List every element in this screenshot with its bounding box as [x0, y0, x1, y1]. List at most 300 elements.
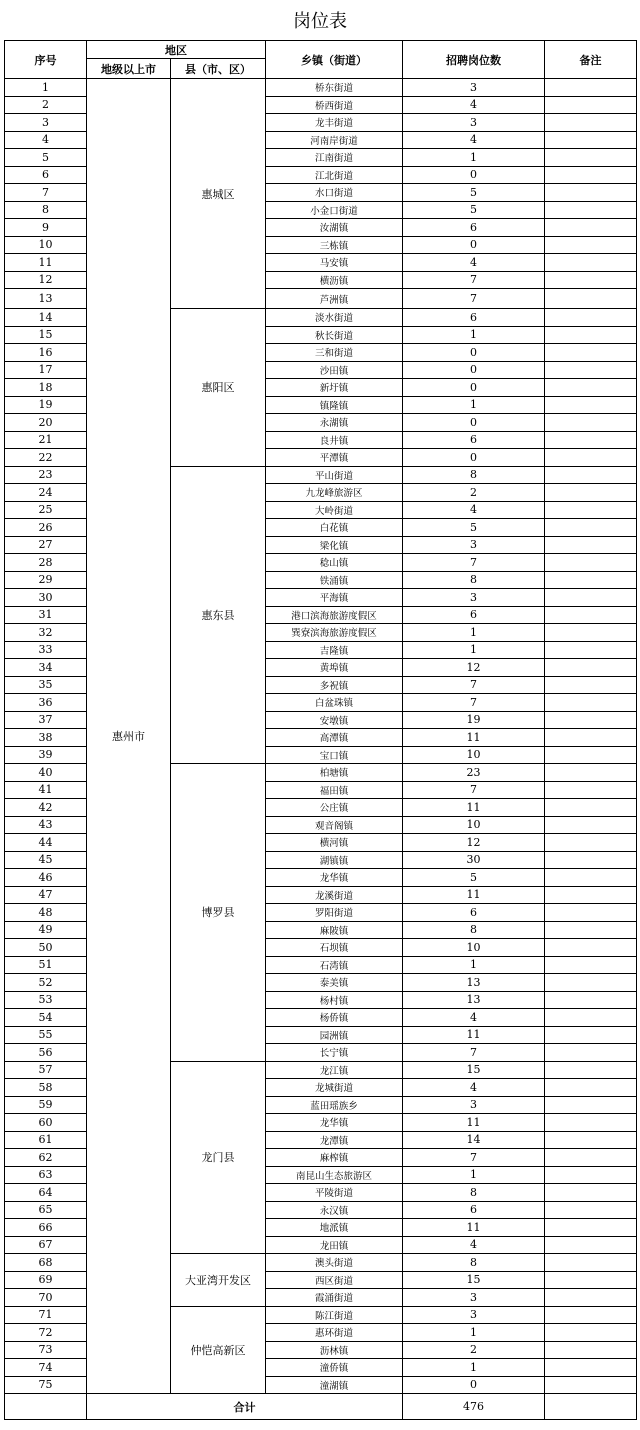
row-posts: 1	[403, 326, 545, 344]
row-seq: 19	[5, 396, 87, 414]
row-town: 大岭街道	[266, 501, 403, 519]
row-town: 沥林镇	[266, 1341, 403, 1359]
row-notes	[545, 1044, 637, 1062]
row-posts: 0	[403, 449, 545, 467]
row-seq: 50	[5, 939, 87, 957]
row-town: 良井镇	[266, 431, 403, 449]
row-seq: 24	[5, 484, 87, 502]
row-town: 镇隆镇	[266, 396, 403, 414]
row-town: 多祝镇	[266, 676, 403, 694]
row-town: 吉隆镇	[266, 641, 403, 659]
row-town: 龙溪街道	[266, 886, 403, 904]
row-town: 龙城街道	[266, 1079, 403, 1097]
county-cell: 惠东县	[171, 466, 266, 764]
row-seq: 34	[5, 659, 87, 677]
row-notes	[545, 1149, 637, 1167]
row-notes	[545, 96, 637, 114]
row-seq: 62	[5, 1149, 87, 1167]
row-seq: 27	[5, 536, 87, 554]
row-posts: 5	[403, 184, 545, 202]
row-town: 高潭镇	[266, 729, 403, 747]
row-posts: 0	[403, 344, 545, 362]
row-notes	[545, 589, 637, 607]
row-town: 桥西街道	[266, 96, 403, 114]
row-posts: 7	[403, 1044, 545, 1062]
row-notes	[545, 1096, 637, 1114]
row-town: 梁化镇	[266, 536, 403, 554]
row-notes	[545, 694, 637, 712]
row-notes	[545, 396, 637, 414]
row-posts: 8	[403, 1254, 545, 1272]
row-town: 石湾镇	[266, 956, 403, 974]
row-town: 秋长街道	[266, 326, 403, 344]
row-notes	[545, 851, 637, 869]
row-town: 汝湖镇	[266, 219, 403, 237]
row-posts: 8	[403, 571, 545, 589]
row-posts: 0	[403, 361, 545, 379]
row-seq: 8	[5, 201, 87, 219]
row-posts: 10	[403, 816, 545, 834]
row-notes	[545, 1376, 637, 1394]
row-seq: 28	[5, 554, 87, 572]
row-seq: 21	[5, 431, 87, 449]
row-seq: 1	[5, 79, 87, 97]
row-seq: 17	[5, 361, 87, 379]
header-posts: 招聘岗位数	[403, 41, 545, 79]
row-seq: 69	[5, 1271, 87, 1289]
row-notes	[545, 974, 637, 992]
row-notes	[545, 149, 637, 167]
row-notes	[545, 816, 637, 834]
row-posts: 15	[403, 1061, 545, 1079]
row-seq: 23	[5, 466, 87, 484]
row-posts: 6	[403, 1201, 545, 1219]
row-notes	[545, 1079, 637, 1097]
row-town: 平海镇	[266, 589, 403, 607]
row-notes	[545, 254, 637, 272]
row-notes	[545, 1009, 637, 1027]
row-town: 南昆山生态旅游区	[266, 1166, 403, 1184]
row-seq: 73	[5, 1341, 87, 1359]
row-seq: 55	[5, 1026, 87, 1044]
row-notes	[545, 764, 637, 782]
row-seq: 3	[5, 114, 87, 132]
row-seq: 18	[5, 379, 87, 397]
row-seq: 68	[5, 1254, 87, 1272]
row-notes	[545, 659, 637, 677]
row-seq: 61	[5, 1131, 87, 1149]
row-town: 平山街道	[266, 466, 403, 484]
row-town: 黄埠镇	[266, 659, 403, 677]
row-posts: 6	[403, 309, 545, 327]
row-posts: 11	[403, 886, 545, 904]
row-posts: 4	[403, 501, 545, 519]
row-notes	[545, 571, 637, 589]
row-seq: 65	[5, 1201, 87, 1219]
row-town: 蓝田瑶族乡	[266, 1096, 403, 1114]
row-posts: 30	[403, 851, 545, 869]
row-town: 龙江镇	[266, 1061, 403, 1079]
row-notes	[545, 1131, 637, 1149]
county-cell: 惠阳区	[171, 309, 266, 467]
row-seq: 48	[5, 904, 87, 922]
row-notes	[545, 361, 637, 379]
table-row	[5, 79, 637, 97]
row-town: 公庄镇	[266, 799, 403, 817]
row-town: 九龙峰旅游区	[266, 484, 403, 502]
row-town: 横沥镇	[266, 271, 403, 289]
row-town: 沙田镇	[266, 361, 403, 379]
row-posts: 11	[403, 799, 545, 817]
row-town: 杨侨镇	[266, 1009, 403, 1027]
header-seq: 序号	[5, 41, 87, 79]
row-notes	[545, 886, 637, 904]
row-town: 平潭镇	[266, 449, 403, 467]
row-notes	[545, 431, 637, 449]
row-posts: 13	[403, 991, 545, 1009]
row-notes	[545, 799, 637, 817]
row-posts: 6	[403, 904, 545, 922]
row-notes	[545, 1184, 637, 1202]
row-town: 马安镇	[266, 254, 403, 272]
row-seq: 22	[5, 449, 87, 467]
row-town: 新圩镇	[266, 379, 403, 397]
row-seq: 74	[5, 1359, 87, 1377]
header-town: 乡镇（街道）	[266, 41, 403, 79]
county-cell: 惠城区	[171, 79, 266, 309]
row-seq: 25	[5, 501, 87, 519]
row-posts: 5	[403, 201, 545, 219]
row-town: 永湖镇	[266, 414, 403, 432]
header-region: 地区	[87, 41, 266, 59]
row-notes	[545, 991, 637, 1009]
row-posts: 6	[403, 219, 545, 237]
city-cell: 惠州市	[87, 79, 171, 1394]
row-town: 安墩镇	[266, 711, 403, 729]
row-town: 潼侨镇	[266, 1359, 403, 1377]
table-body	[5, 79, 637, 1420]
row-posts: 11	[403, 1026, 545, 1044]
row-posts: 1	[403, 1166, 545, 1184]
total-row	[5, 1394, 637, 1420]
row-posts: 4	[403, 254, 545, 272]
row-posts: 19	[403, 711, 545, 729]
row-posts: 1	[403, 396, 545, 414]
row-notes	[545, 834, 637, 852]
row-posts: 1	[403, 149, 545, 167]
row-town: 罗阳街道	[266, 904, 403, 922]
row-seq: 45	[5, 851, 87, 869]
row-seq: 53	[5, 991, 87, 1009]
row-posts: 8	[403, 921, 545, 939]
row-notes	[545, 939, 637, 957]
row-notes	[545, 79, 637, 97]
row-seq: 39	[5, 746, 87, 764]
row-seq: 44	[5, 834, 87, 852]
row-posts: 3	[403, 589, 545, 607]
row-posts: 7	[403, 781, 545, 799]
row-posts: 0	[403, 379, 545, 397]
row-posts: 11	[403, 1114, 545, 1132]
row-notes	[545, 1061, 637, 1079]
row-notes	[545, 501, 637, 519]
header-county: 县（市、区）	[171, 59, 266, 79]
county-cell: 龙门县	[171, 1061, 266, 1254]
row-posts: 0	[403, 236, 545, 254]
row-notes	[545, 519, 637, 537]
row-town: 福田镇	[266, 781, 403, 799]
county-cell: 仲恺高新区	[171, 1306, 266, 1394]
row-notes	[545, 729, 637, 747]
row-town: 湖镇镇	[266, 851, 403, 869]
row-notes	[545, 1289, 637, 1307]
row-seq: 75	[5, 1376, 87, 1394]
row-seq: 20	[5, 414, 87, 432]
row-notes	[545, 1341, 637, 1359]
row-posts: 2	[403, 484, 545, 502]
row-seq: 30	[5, 589, 87, 607]
row-seq: 49	[5, 921, 87, 939]
row-seq: 60	[5, 1114, 87, 1132]
row-seq: 59	[5, 1096, 87, 1114]
row-notes	[545, 236, 637, 254]
row-town: 龙潭镇	[266, 1131, 403, 1149]
header-notes: 备注	[545, 41, 637, 79]
row-seq: 72	[5, 1324, 87, 1342]
positions-table	[4, 40, 637, 1420]
row-town: 观音阁镇	[266, 816, 403, 834]
row-posts: 7	[403, 676, 545, 694]
row-posts: 0	[403, 414, 545, 432]
row-notes	[545, 184, 637, 202]
row-town: 江南街道	[266, 149, 403, 167]
row-notes	[545, 869, 637, 887]
row-posts: 7	[403, 271, 545, 289]
row-notes	[545, 201, 637, 219]
row-posts: 4	[403, 1009, 545, 1027]
row-seq: 56	[5, 1044, 87, 1062]
row-town: 稔山镇	[266, 554, 403, 572]
row-posts: 3	[403, 536, 545, 554]
row-posts: 6	[403, 606, 545, 624]
row-posts: 13	[403, 974, 545, 992]
row-seq: 40	[5, 764, 87, 782]
row-notes	[545, 606, 637, 624]
row-seq: 58	[5, 1079, 87, 1097]
row-seq: 54	[5, 1009, 87, 1027]
row-town: 白盆珠镇	[266, 694, 403, 712]
row-notes	[545, 1219, 637, 1237]
row-town: 龙华镇	[266, 869, 403, 887]
row-notes	[545, 676, 637, 694]
row-town: 园洲镇	[266, 1026, 403, 1044]
row-posts: 6	[403, 431, 545, 449]
row-posts: 0	[403, 166, 545, 184]
row-posts: 0	[403, 1376, 545, 1394]
row-notes	[545, 624, 637, 642]
row-seq: 47	[5, 886, 87, 904]
total-notes	[545, 1394, 637, 1420]
total-seq	[5, 1394, 87, 1420]
row-notes	[545, 554, 637, 572]
row-seq: 11	[5, 254, 87, 272]
row-seq: 41	[5, 781, 87, 799]
row-seq: 46	[5, 869, 87, 887]
county-cell: 大亚湾开发区	[171, 1254, 266, 1307]
row-town: 澳头街道	[266, 1254, 403, 1272]
row-posts: 11	[403, 729, 545, 747]
row-posts: 12	[403, 659, 545, 677]
row-posts: 15	[403, 1271, 545, 1289]
row-town: 白花镇	[266, 519, 403, 537]
row-notes	[545, 1201, 637, 1219]
row-posts: 8	[403, 1184, 545, 1202]
row-notes	[545, 166, 637, 184]
row-seq: 16	[5, 344, 87, 362]
row-town: 水口街道	[266, 184, 403, 202]
row-town: 潼湖镇	[266, 1376, 403, 1394]
row-posts: 23	[403, 764, 545, 782]
header-city: 地级以上市	[87, 59, 171, 79]
row-notes	[545, 1236, 637, 1254]
row-posts: 3	[403, 79, 545, 97]
row-posts: 3	[403, 1096, 545, 1114]
row-seq: 10	[5, 236, 87, 254]
row-notes	[545, 1271, 637, 1289]
row-town: 长宁镇	[266, 1044, 403, 1062]
row-notes	[545, 326, 637, 344]
row-posts: 3	[403, 1306, 545, 1324]
row-posts: 10	[403, 746, 545, 764]
row-seq: 67	[5, 1236, 87, 1254]
row-notes	[545, 1359, 637, 1377]
row-seq: 35	[5, 676, 87, 694]
row-seq: 64	[5, 1184, 87, 1202]
row-town: 淡水街道	[266, 309, 403, 327]
row-seq: 29	[5, 571, 87, 589]
row-posts: 4	[403, 1079, 545, 1097]
row-seq: 33	[5, 641, 87, 659]
row-town: 港口滨海旅游度假区	[266, 606, 403, 624]
row-notes	[545, 1306, 637, 1324]
row-seq: 37	[5, 711, 87, 729]
row-seq: 32	[5, 624, 87, 642]
row-seq: 63	[5, 1166, 87, 1184]
row-town: 巽寮滨海旅游度假区	[266, 624, 403, 642]
row-town: 宝口镇	[266, 746, 403, 764]
row-notes	[545, 114, 637, 132]
row-posts: 12	[403, 834, 545, 852]
row-posts: 5	[403, 519, 545, 537]
row-posts: 1	[403, 624, 545, 642]
row-posts: 10	[403, 939, 545, 957]
row-notes	[545, 1324, 637, 1342]
row-posts: 8	[403, 466, 545, 484]
row-seq: 26	[5, 519, 87, 537]
row-town: 麻陂镇	[266, 921, 403, 939]
row-notes	[545, 781, 637, 799]
row-seq: 4	[5, 131, 87, 149]
row-notes	[545, 131, 637, 149]
row-town: 石坝镇	[266, 939, 403, 957]
row-town: 地派镇	[266, 1219, 403, 1237]
row-notes	[545, 271, 637, 289]
row-town: 陈江街道	[266, 1306, 403, 1324]
row-town: 永汉镇	[266, 1201, 403, 1219]
row-posts: 3	[403, 114, 545, 132]
row-seq: 13	[5, 289, 87, 309]
row-town: 龙华镇	[266, 1114, 403, 1132]
row-notes	[545, 536, 637, 554]
row-town: 平陵街道	[266, 1184, 403, 1202]
row-notes	[545, 956, 637, 974]
row-posts: 7	[403, 694, 545, 712]
row-notes	[545, 1114, 637, 1132]
row-town: 泰美镇	[266, 974, 403, 992]
total-label: 合计	[87, 1394, 403, 1420]
total-value: 476	[403, 1394, 545, 1420]
row-town: 江北街道	[266, 166, 403, 184]
row-town: 杨村镇	[266, 991, 403, 1009]
row-town: 西区街道	[266, 1271, 403, 1289]
row-notes	[545, 641, 637, 659]
row-town: 三栋镇	[266, 236, 403, 254]
row-notes	[545, 1166, 637, 1184]
row-town: 龙丰街道	[266, 114, 403, 132]
row-town: 霞涌街道	[266, 1289, 403, 1307]
row-notes	[545, 449, 637, 467]
row-notes	[545, 414, 637, 432]
row-seq: 66	[5, 1219, 87, 1237]
row-notes	[545, 309, 637, 327]
row-seq: 71	[5, 1306, 87, 1324]
row-seq: 31	[5, 606, 87, 624]
row-seq: 42	[5, 799, 87, 817]
row-posts: 7	[403, 289, 545, 309]
row-seq: 5	[5, 149, 87, 167]
page-title: 岗位表	[293, 11, 347, 32]
row-posts: 4	[403, 96, 545, 114]
row-town: 柏塘镇	[266, 764, 403, 782]
row-town: 横河镇	[266, 834, 403, 852]
row-town: 河南岸街道	[266, 131, 403, 149]
row-posts: 1	[403, 956, 545, 974]
row-notes	[545, 921, 637, 939]
row-seq: 52	[5, 974, 87, 992]
row-town: 桥东街道	[266, 79, 403, 97]
row-seq: 70	[5, 1289, 87, 1307]
row-notes	[545, 1026, 637, 1044]
row-notes	[545, 289, 637, 309]
row-seq: 57	[5, 1061, 87, 1079]
row-posts: 2	[403, 1341, 545, 1359]
row-posts: 4	[403, 131, 545, 149]
row-posts: 3	[403, 1289, 545, 1307]
row-posts: 1	[403, 641, 545, 659]
row-posts: 7	[403, 554, 545, 572]
row-notes	[545, 746, 637, 764]
row-seq: 6	[5, 166, 87, 184]
row-seq: 14	[5, 309, 87, 327]
row-seq: 7	[5, 184, 87, 202]
county-cell: 博罗县	[171, 764, 266, 1062]
row-seq: 38	[5, 729, 87, 747]
row-posts: 4	[403, 1236, 545, 1254]
row-seq: 2	[5, 96, 87, 114]
row-notes	[545, 484, 637, 502]
row-seq: 12	[5, 271, 87, 289]
row-seq: 15	[5, 326, 87, 344]
